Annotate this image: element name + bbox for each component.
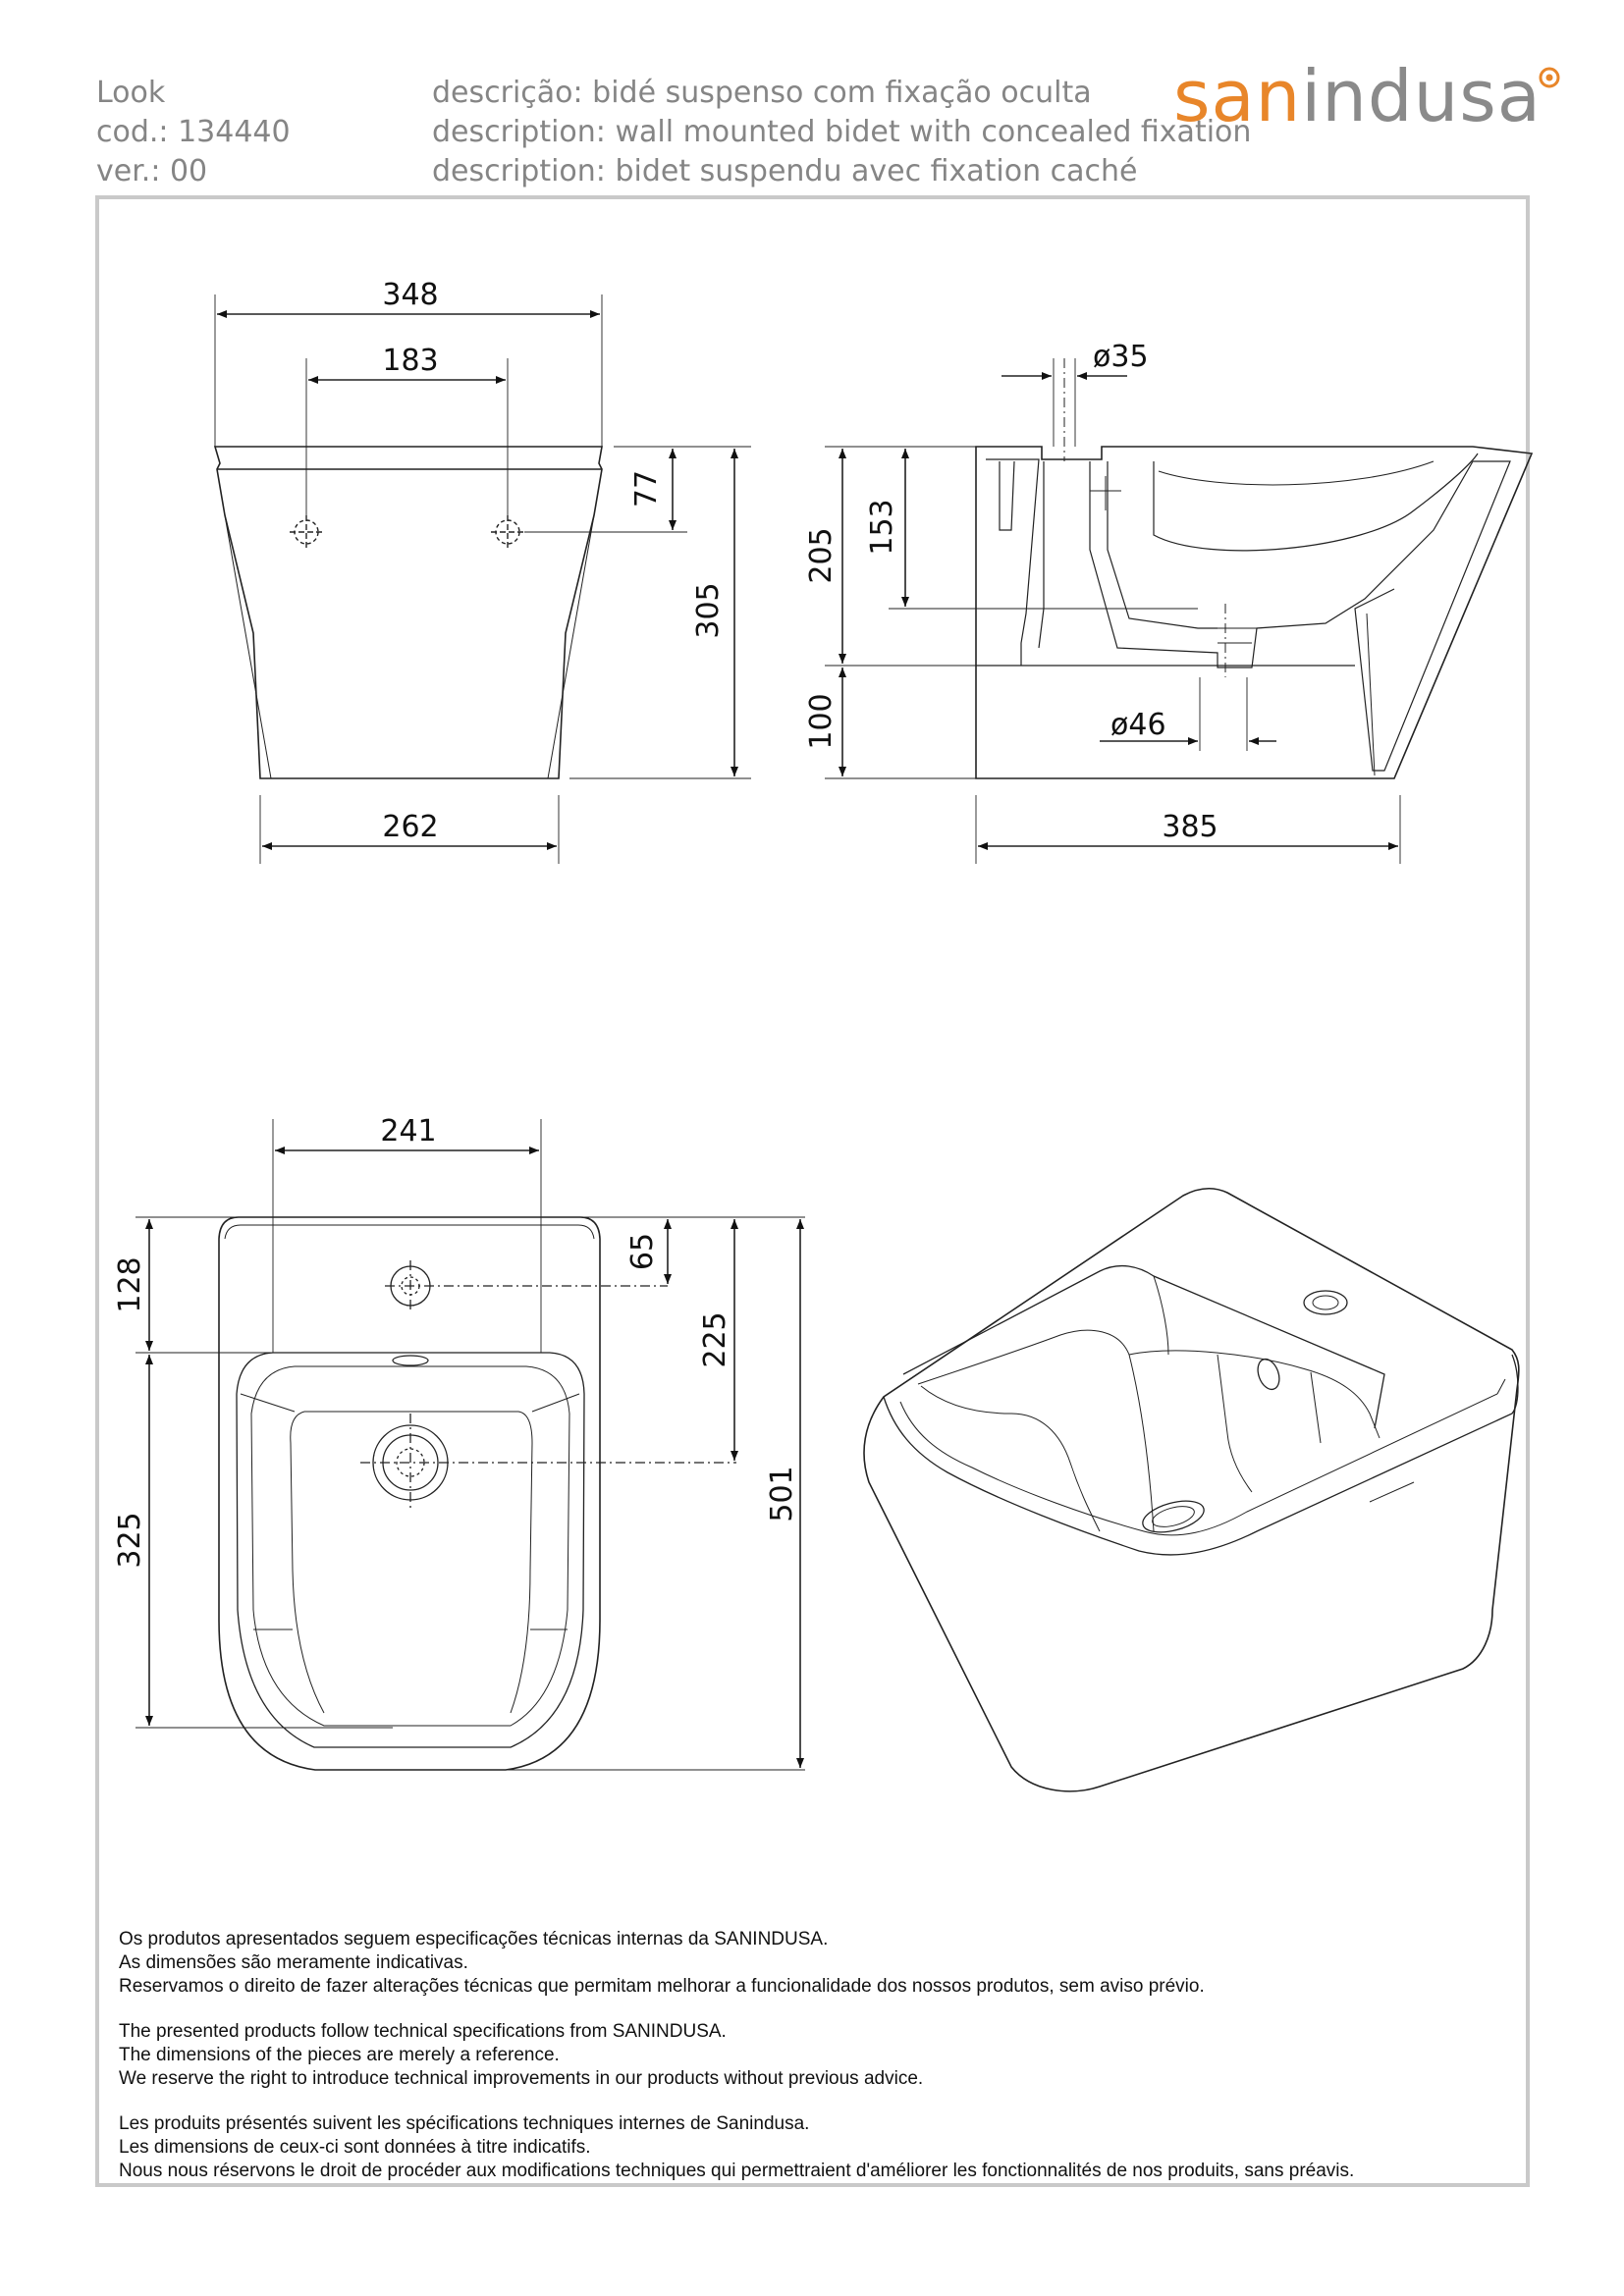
dim-128: 128 bbox=[113, 1256, 147, 1313]
side-view-body bbox=[976, 447, 1532, 778]
front-view-body bbox=[215, 447, 602, 778]
dim-262: 262 bbox=[382, 810, 439, 844]
dim-100: 100 bbox=[804, 693, 839, 750]
dim-225: 225 bbox=[698, 1311, 732, 1368]
side-section-view bbox=[825, 358, 1532, 864]
dim-501: 501 bbox=[765, 1466, 799, 1522]
description-en: description: wall mounted bidet with concealed fixation bbox=[432, 115, 1252, 149]
note-line: Les dimensions de ceux-ci sont données à titre indicatifs. bbox=[119, 2137, 591, 2158]
dim-inlet-diameter: ø35 bbox=[1093, 340, 1149, 374]
dim-65: 65 bbox=[625, 1232, 660, 1271]
tap-hole-right bbox=[491, 515, 524, 549]
product-code: cod.: 134440 bbox=[96, 115, 291, 149]
perspective-view bbox=[864, 1189, 1519, 1791]
dim-183: 183 bbox=[382, 344, 439, 378]
description-fr: description: bidet suspendu avec fixation caché bbox=[432, 154, 1138, 188]
front-view bbox=[215, 294, 751, 864]
note-line: The dimensions of the pieces are merely a reference. bbox=[119, 2045, 560, 2065]
plan-view bbox=[135, 1119, 805, 1770]
notes-pt bbox=[119, 1928, 1354, 1999]
note-line: Nous nous réservons le droit de procéder aux modifications techniques qui permettraient d'améliorer les fonctionnalités de nos produits, sans préavis. bbox=[119, 2161, 1355, 2181]
description-pt: descrição: bidé suspenso com fixação oculta bbox=[432, 76, 1092, 110]
logo-part-san: san bbox=[1173, 55, 1302, 137]
plan-waste-hole bbox=[360, 1414, 736, 1512]
notes-fr bbox=[119, 2112, 1354, 2183]
dim-385: 385 bbox=[1162, 810, 1218, 844]
dim-241: 241 bbox=[380, 1114, 437, 1148]
plan-view-body bbox=[219, 1217, 600, 1770]
logo-part-indusa: indusa bbox=[1301, 55, 1542, 137]
product-name: Look bbox=[96, 76, 166, 110]
dim-77: 77 bbox=[629, 469, 664, 508]
dim-348: 348 bbox=[382, 278, 439, 312]
dim-305: 305 bbox=[691, 582, 726, 639]
note-line: The presented products follow technical specifications from SANINDUSA. bbox=[119, 2021, 727, 2042]
note-line: Reservamos o direito de fazer alterações técnicas que permitam melhorar a funcionalidade dos nossos produtos, sem aviso prévio. bbox=[119, 1976, 1205, 1997]
note-line: Os produtos apresentados seguem especificações técnicas internas da SANINDUSA. bbox=[119, 1929, 829, 1949]
dim-153: 153 bbox=[865, 499, 899, 556]
note-line: Les produits présentés suivent les spécifications techniques internes de Sanindusa. bbox=[119, 2113, 810, 2134]
legal-notes bbox=[119, 1928, 1354, 2205]
product-version: ver.: 00 bbox=[96, 154, 208, 188]
dim-325: 325 bbox=[113, 1512, 147, 1569]
note-line: As dimensões são meramente indicativas. bbox=[119, 1952, 468, 1973]
tap-hole-left bbox=[290, 515, 323, 549]
dim-waste-diameter: ø46 bbox=[1110, 708, 1166, 742]
note-line: We reserve the right to introduce technical improvements in our products without previous advice. bbox=[119, 2068, 924, 2089]
dim-205: 205 bbox=[804, 527, 839, 584]
notes-en bbox=[119, 2020, 1354, 2091]
